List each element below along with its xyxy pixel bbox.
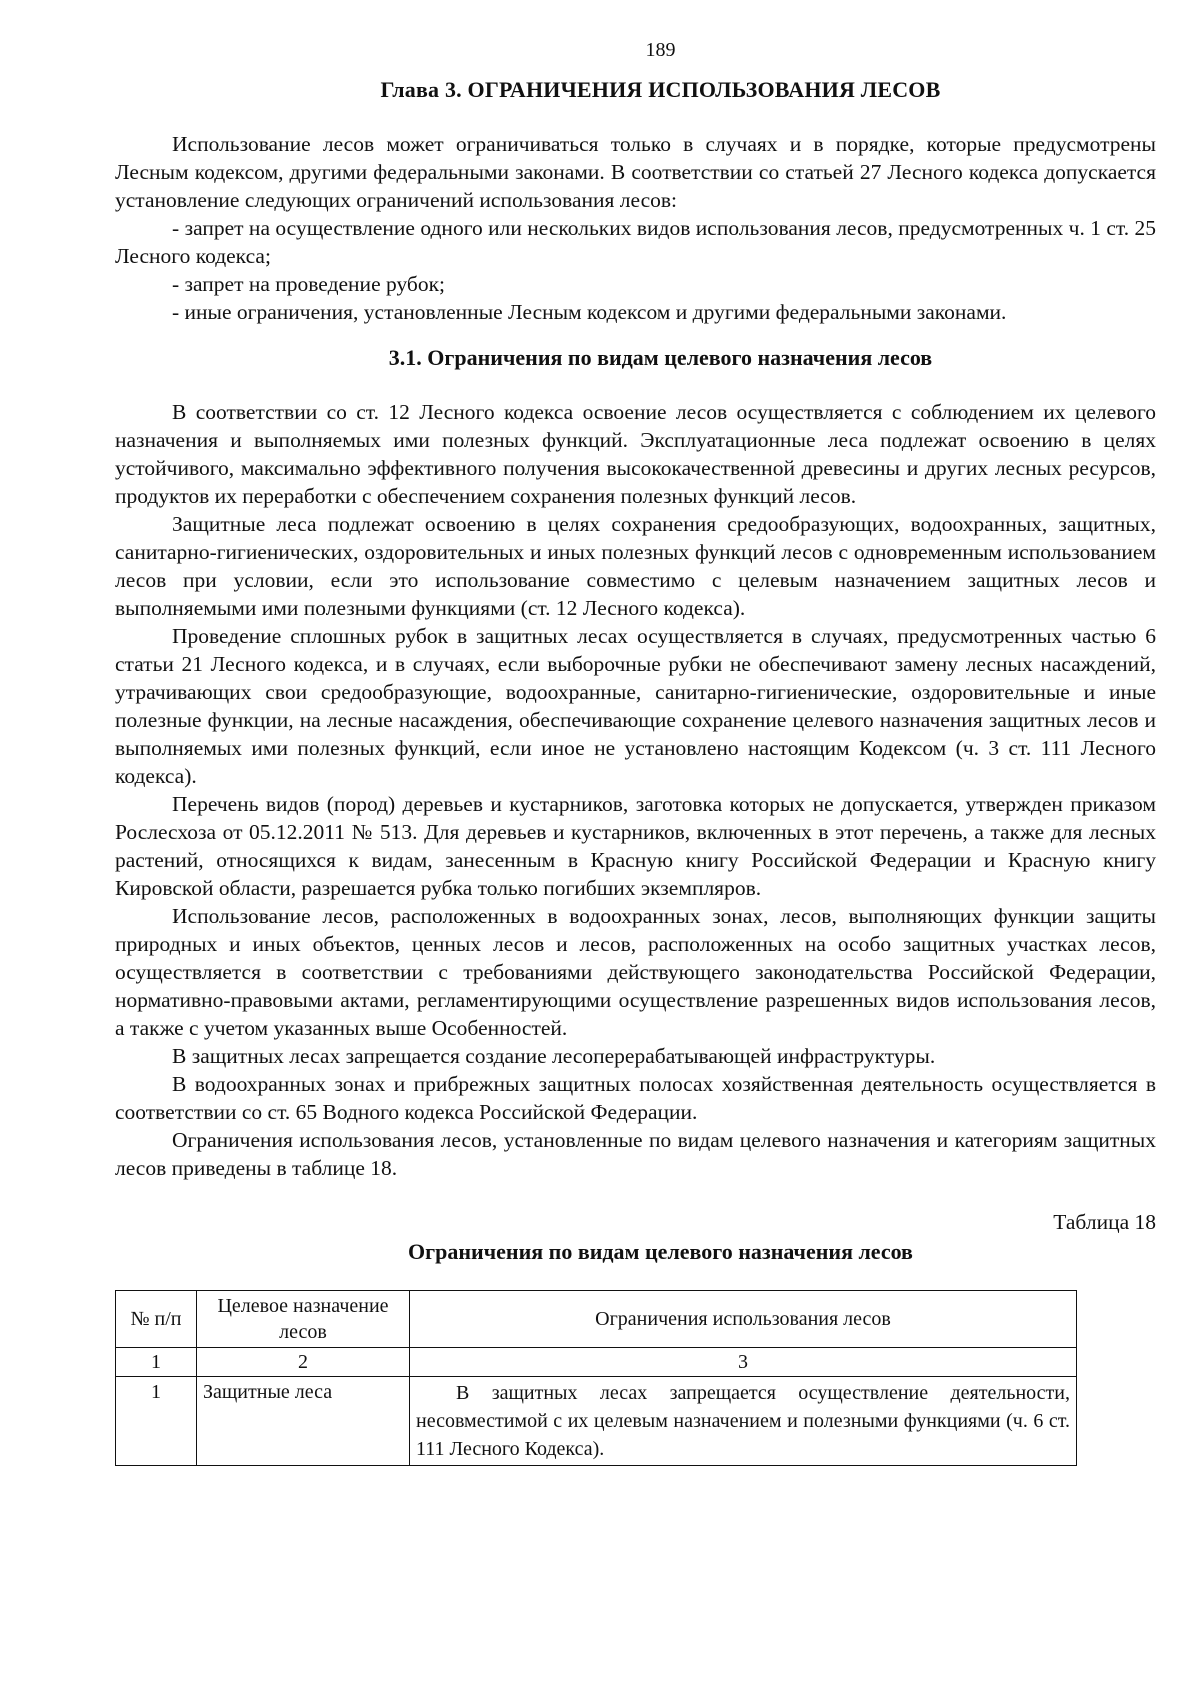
column-number: 2 — [197, 1348, 410, 1377]
restrictions-table — [115, 1290, 1077, 1466]
table-header-row — [116, 1291, 1077, 1348]
row-purpose: Защитные леса — [197, 1377, 410, 1466]
intro-paragraph: Использование лесов может ограничиваться только в случаях и в порядке, которые предусмотрены Лесным кодексом, другими федеральными законами. В соответствии со статьей 27 Лесного кодекса допускается установление следующих ограничений использования лесов: — [115, 132, 1156, 212]
header-number: № п/п — [116, 1291, 197, 1348]
paragraph: Защитные леса подлежат освоению в целях сохранения средообразующих, водоохранных, защитных, санитарно-гигиенических, оздоровительных и иных полезных функций лесов с одновременным использованием лесов при условии, если это использование совместимо с целевым назначением защитных лесов и выполняемыми ими полезными функциями (ст. 12 Лесного кодекса). — [115, 512, 1156, 620]
header-purpose: Целевое назначение лесов — [197, 1291, 410, 1348]
chapter-title: Глава 3. ОГРАНИЧЕНИЯ ИСПОЛЬЗОВАНИЯ ЛЕСОВ — [380, 77, 941, 102]
column-number: 3 — [410, 1348, 1077, 1377]
intro-block — [115, 130, 1156, 326]
paragraph: Проведение сплошных рубок в защитных лесах осуществляется в случаях, предусмотренных частью 6 статьи 21 Лесного кодекса, и в случаях, если выборочные рубки не обеспечивают замену лесных насаждений, утрачивающих свои средообразующие, водоохранные, санитарно-гигиенические, оздоровительные и иные полезные функции, на лесные насаждения, обеспечивающие сохранение целевого назначения защитных лесов и выполняемых ими полезных функций, если иное не установлено настоящим Кодексом (ч. 3 ст. 111 Лесного кодекса). — [115, 624, 1156, 788]
column-number: 1 — [116, 1348, 197, 1377]
paragraph: В защитных лесах запрещается создание лесоперерабатывающей инфраструктуры. — [172, 1044, 936, 1068]
list-item: - иные ограничения, установленные Лесным кодексом и другими федеральными законами. — [172, 300, 1007, 324]
table-title: Ограничения по видам целевого назначения лесов — [408, 1239, 913, 1264]
row-number: 1 — [116, 1377, 197, 1466]
table-label: Таблица 18 — [1053, 1210, 1156, 1234]
paragraph: В водоохранных зонах и прибрежных защитных полосах хозяйственная деятельность осуществляется в соответствии со ст. 65 Водного кодекса Российской Федерации. — [115, 1072, 1156, 1124]
paragraph: Использование лесов, расположенных в водоохранных зонах, лесов, выполняющих функции защиты природных и иных объектов, ценных лесов и лесов, расположенных на особо защитных участках лесов, осуществляется в соответствии с требованиями действующего законодательства Российской Федерации, нормативно-правовыми актами, регламентирующими осуществление разрешенных видов использования лесов, а также с учетом указанных выше Особенностей. — [115, 904, 1156, 1040]
column-number-row — [116, 1348, 1077, 1377]
page-content — [115, 36, 1156, 1466]
table-row — [116, 1377, 1077, 1466]
header-restrictions: Ограничения использования лесов — [410, 1291, 1077, 1348]
row-restriction: В защитных лесах запрещается осуществление деятельности, несовместимой с их целевым назначением и полезными функциями (ч. 6 ст. 111 Лесного Кодекса). — [410, 1377, 1077, 1466]
section-body — [115, 398, 1156, 1182]
paragraph: В соответствии со ст. 12 Лесного кодекса освоение лесов осуществляется с соблюдением их целевого назначения и выполняемых ими полезных функций. Эксплуатационные леса подлежат освоению в целях устойчивого, максимально эффективного получения высококачественной древесины и других лесных ресурсов, продуктов их переработки с обеспечением сохранения полезных функций лесов. — [115, 400, 1156, 508]
paragraph: Ограничения использования лесов, установленные по видам целевого назначения и категориям защитных лесов приведены в таблице 18. — [115, 1128, 1156, 1180]
list-item: - запрет на проведение рубок; — [172, 272, 446, 296]
section-title: 3.1. Ограничения по видам целевого назначения лесов — [388, 345, 933, 370]
paragraph: Перечень видов (пород) деревьев и кустарников, заготовка которых не допускается, утвержден приказом Рослесхоза от 05.12.2011 № 513. Для деревьев и кустарников, включенных в этот перечень, а также для лесных растений, относящихся к видам, занесенным в Красную книгу Российской Федерации и Красную книгу Кировской области, разрешается рубка только погибших экземпляров. — [115, 792, 1156, 900]
page-number: 189 — [645, 39, 676, 61]
list-item: - запрет на осуществление одного или нескольких видов использования лесов, предусмотренных ч. 1 ст. 25 Лесного кодекса; — [115, 216, 1156, 268]
